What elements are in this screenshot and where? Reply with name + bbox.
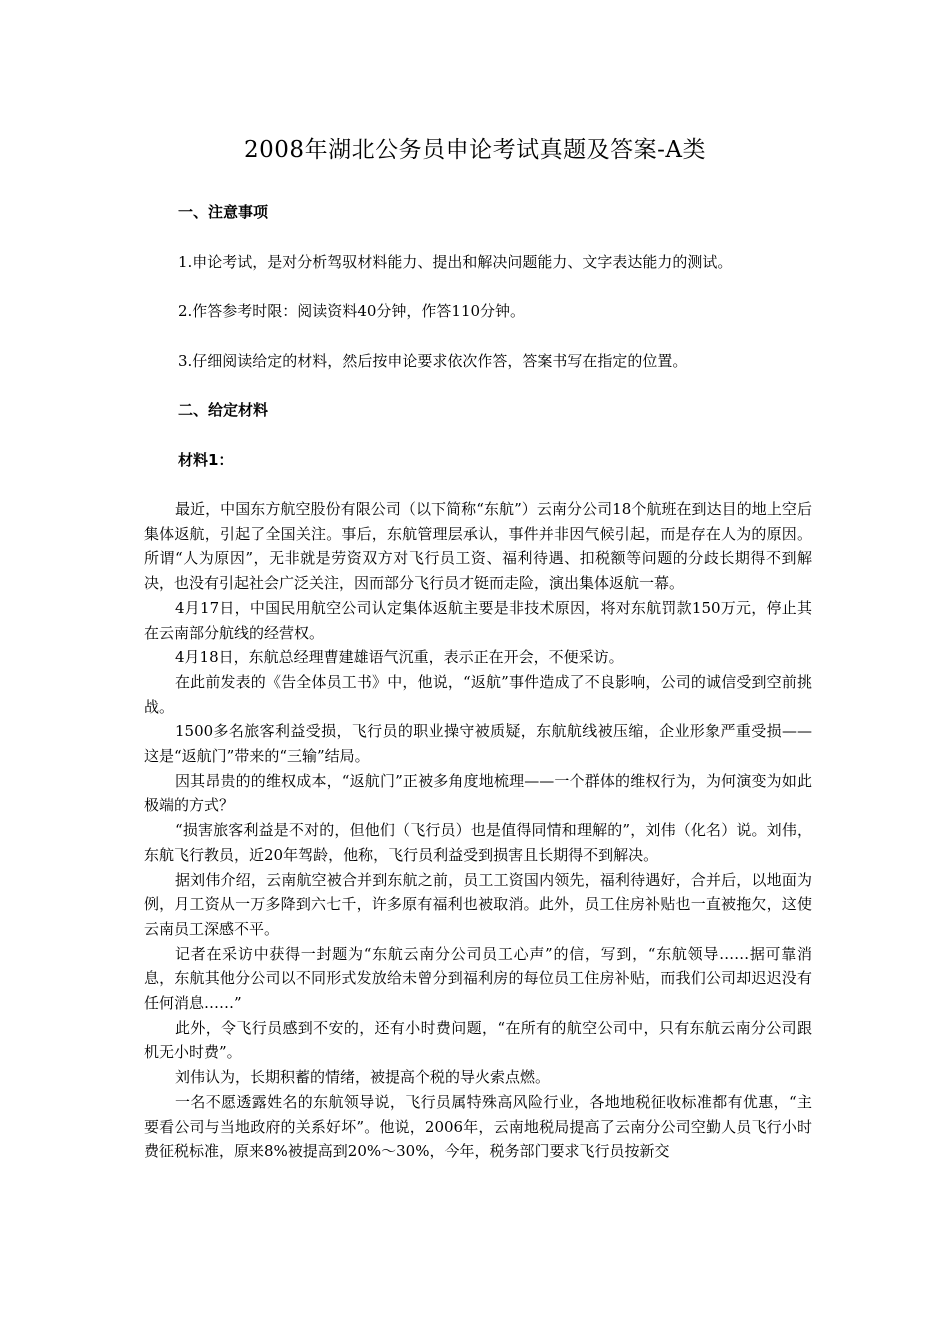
note-item-2: 2.作答参考时限：阅读资料40分钟，作答110分钟。 xyxy=(178,302,526,320)
document-title: 2008年湖北公务员申论考试真题及答案-A类 xyxy=(244,137,706,163)
paragraph: 记者在采访中获得一封题为“东航云南分公司员工心声”的信，写到，“东航领导……据可靠消息，东航其他分公司以不同形式发放给未曾分到福利房的每位员工住房补贴，而我们公司却迟迟没有任何消息……” xyxy=(144,944,812,1013)
paragraph: 1500多名旅客利益受损，飞行员的职业操守被质疑，东航航线被压缩，企业形象严重受损——这是“返航门”带来的“三输”结局。 xyxy=(144,722,812,766)
paragraph: 一名不愿透露姓名的东航领导说，飞行员属特殊高风险行业，各地地税征收标准都有优惠，“主要看公司与当地政府的关系好坏”。他说，2006年，云南地税局提高了云南分公司空勤人员飞行小时费征税标准，原来8%被提高到20%～30%，今年，税务部门要求飞行员按新交 xyxy=(144,1092,812,1161)
material-body xyxy=(144,497,812,1164)
paragraph: “损害旅客利益是不对的，但他们（飞行员）也是值得同情和理解的”，刘伟（化名）说。刘伟，东航飞行教员，近20年驾龄，他称，飞行员利益受到损害且长期得不到解决。 xyxy=(144,821,812,864)
note-item-1: 1.申论考试，是对分析驾驭材料能力、提出和解决问题能力、文字表达能力的测试。 xyxy=(178,253,733,271)
material-label: 材料1： xyxy=(178,451,234,469)
section-heading-notes: 一、注意事项 xyxy=(178,203,269,221)
paragraph: 因其昂贵的的维权成本，“返航门”正被多角度地梳理——一个群体的维权行为，为何演变为如此极端的方式？ xyxy=(144,771,812,815)
section-heading-materials: 二、给定材料 xyxy=(178,401,269,419)
paragraph: 据刘伟介绍，云南航空被合并到东航之前，员工工资国内领先，福利待遇好，合并后，以地面为例，月工资从一万多降到六七千，许多原有福利也被取消。此外，员工住房补贴也一直被拖欠，这使云南员工深感不平。 xyxy=(144,870,812,938)
paragraph: 4月18日，东航总经理曹建雄语气沉重，表示正在开会，不便采访。 xyxy=(175,648,624,667)
paragraph: 在此前发表的《告全体员工书》中，他说，“返航”事件造成了不良影响，公司的诚信受到空前挑战。 xyxy=(144,672,812,716)
paragraph: 此外，令飞行员感到不安的，还有小时费问题，“在所有的航空公司中，只有东航云南分公司跟机无小时费”。 xyxy=(144,1018,812,1062)
paragraph: 4月17日，中国民用航空公司认定集体返航主要是非技术原因，将对东航罚款150万元，停止其在云南部分航线的经营权。 xyxy=(144,598,812,642)
paragraph: 刘伟认为，长期积蓄的情绪，被提高个税的导火索点燃。 xyxy=(175,1068,551,1087)
note-item-3: 3.仔细阅读给定的材料，然后按申论要求依次作答，答案书写在指定的位置。 xyxy=(178,352,688,370)
paragraph: 最近，中国东方航空股份有限公司（以下简称“东航”）云南分公司18个航班在到达目的地上空后集体返航，引起了全国关注。事后，东航管理层承认，事件并非因气候引起，而是存在人为的原因。所谓“人为原因”，无非就是劳资双方对飞行员工资、福利待遇、扣税额等问题的分歧长期得不到解决，也没有引起社会广泛关注，因而部分飞行员才铤而走险，演出集体返航一幕。 xyxy=(144,500,812,593)
